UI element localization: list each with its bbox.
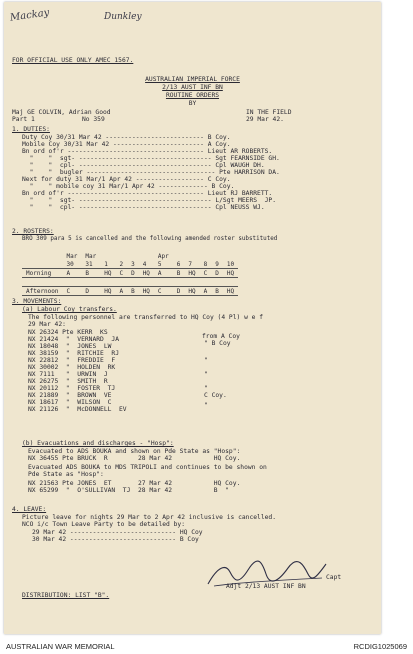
roster-cell: HQ (184, 287, 199, 296)
roster-cell: D (211, 269, 223, 278)
commander-name: Maj GE COLVIN, Adrian Good (12, 109, 111, 116)
roster-day: 9 (211, 260, 223, 269)
roster-cell: A (115, 287, 127, 296)
header-line-2: 2/13 AUST INF BN (162, 84, 223, 91)
official-use-notice: FOR OFFICIAL USE ONLY AMEC 1567. (12, 57, 134, 64)
from-b-coy: " B Coy (204, 340, 231, 347)
duty-line: Bn ord of'r ------------------------------------ Lieut AR ROBERTS. (22, 148, 273, 155)
roster-day: 1 (100, 260, 115, 269)
roster-cell: B (173, 269, 185, 278)
roster-cell: A (200, 287, 212, 296)
roster-day: 2 (115, 260, 127, 269)
movements-text-b1: Evacuated to ADS BOUKA and shown on Pde State as "Hosp": (28, 448, 241, 455)
from-a-coy: from A Coy (202, 333, 240, 340)
personnel-row: NX 26275 " SMITH R (28, 378, 108, 385)
roster-day: 30 (63, 260, 82, 269)
leave-text-1: Picture leave for nights 29 Mar to 2 Apr 42 inclusive is cancelled. (22, 514, 277, 521)
archive-footer (0, 638, 413, 654)
roster-cell: B (81, 269, 100, 278)
duty-line: " " cpl- ----------------------------------- Cpl WAUGH DH. (22, 162, 265, 169)
movements-text-a2: 29 Mar 42: (28, 321, 66, 328)
duty-line: " " mobile coy 31 Mar/1 Apr 42 ------------- B Coy. (22, 183, 235, 190)
roster-cell: HQ (100, 269, 115, 278)
order-date: 29 Mar 42. (246, 116, 284, 123)
duty-line: Bn ord of'r ------------------------------------ Lieut RJ BARRETT. (22, 190, 273, 197)
roster-month: Mar (66, 252, 78, 260)
part-label: Part 1 (12, 116, 35, 123)
ditto-mark: " (204, 385, 208, 392)
personnel-row: NX 18048 " JONES LW (28, 343, 112, 350)
roster-cell: HQ (184, 269, 199, 278)
roster-cell: HQ (223, 287, 238, 296)
roster-cell: B (127, 287, 139, 296)
roster-day: 10 (223, 260, 238, 269)
personnel-row: NX 38159 " RITCHIE RJ (28, 350, 119, 357)
header-line-1: AUSTRALIAN IMPERIAL FORCE (145, 76, 240, 83)
rosters-title: 2. ROSTERS: (12, 228, 54, 235)
ditto-mark: " (204, 371, 208, 378)
roster-month: Mar (85, 252, 97, 260)
signature-capt: Capt (326, 574, 342, 581)
duty-line: " " sgt- ----------------------------------- L/Sgt MEERS JP. (22, 197, 277, 204)
roster-cell: HQ (139, 269, 154, 278)
personnel-row: NX 22812 " FREDDIE F (28, 357, 116, 364)
duty-line: Duty Coy 30/31 Mar 42 -------------------------- B Coy. (22, 134, 231, 141)
header-line-4: BY (188, 100, 197, 107)
roster-day: 3 (127, 260, 139, 269)
roster-cell: HQ (139, 287, 154, 296)
roster-cell: D (127, 269, 139, 278)
roster-cell: C (154, 287, 173, 296)
evacuation-row: NX 65299 " O'SULLIVAN TJ 28 Mar 42 B " (28, 487, 229, 494)
roster-table (22, 252, 238, 296)
handwritten-note-right: Dunkley (104, 12, 142, 22)
roster-morning-row (22, 269, 238, 278)
record-id: RCDIG1025069 (353, 642, 407, 651)
leave-line: 29 Mar 42 ---------------------------- HQ Coy (32, 529, 203, 536)
movements-text-b2: Evacuated ADS BOUKA to MDS TRIPOLI and continues to be shown on (28, 464, 267, 471)
roster-cell: A (63, 269, 82, 278)
personnel-row: NX 20112 " FOSTER TJ (28, 385, 116, 392)
duty-line: Mobile Coy 30/31 Mar 42 ------------------------ A Coy. (22, 141, 231, 148)
movements-text-a1: The following personnel are transferred to HQ Coy (4 Pl) w e f (28, 314, 264, 321)
movements-title: 3. MOVEMENTS: (12, 298, 62, 305)
evacuation-row: NX 36455 Pte BRUCK R 28 Mar 42 HQ Coy. (28, 455, 241, 462)
document-page (4, 2, 381, 634)
roster-month: Apr (157, 252, 169, 260)
personnel-row: NX 21889 " BROWN VE (28, 392, 112, 399)
duty-line: Next for duty 31 Mar/1 Apr 42 ------------------ C Coy. (22, 176, 231, 183)
roster-cell: C (200, 269, 212, 278)
roster-cell: A (154, 269, 173, 278)
personnel-row: NX 18617 " WILSON C (28, 399, 112, 406)
duty-line: " " bugler ---------------------------------- Pte HARRISON DA. (22, 169, 280, 176)
rosters-text: BRO 309 para 5 is cancelled and the following amended roster substituted (22, 236, 278, 242)
archive-name: AUSTRALIAN WAR MEMORIAL (6, 642, 115, 651)
roster-morning-label: Morning (22, 269, 63, 278)
roster-cell: HQ (223, 269, 238, 278)
handwritten-note-left: Mackay (9, 7, 51, 24)
roster-cell: C (63, 287, 82, 296)
signature-adjt: Adjt 2/13 AUST INF BN (226, 583, 306, 590)
leave-title: 4. LEAVE: (12, 506, 47, 513)
personnel-row: NX 7111 " URWIN J (28, 371, 108, 378)
personnel-row: NX 21126 " McDONNELL EV (28, 406, 127, 413)
roster-day: 7 (184, 260, 199, 269)
personnel-row: NX 26324 Pte KERR KS (28, 329, 108, 336)
roster-day: 31 (81, 260, 100, 269)
roster-day: 6 (173, 260, 185, 269)
duty-line: " " sgt- ----------------------------------- Sgt FEARNSIDE GH. (22, 155, 280, 162)
roster-afternoon-row (22, 287, 238, 296)
movements-text-b3: Pde State as "Hosp": (28, 471, 104, 478)
distribution: DISTRIBUTION: LIST "B". (22, 592, 110, 599)
leave-line: 30 Mar 42 ---------------------------- B Coy (32, 536, 199, 543)
ditto-mark: " (204, 357, 208, 364)
from-c-coy: C Coy. (204, 392, 227, 399)
duties-title: 1. DUTIES: (12, 126, 50, 133)
roster-day: 8 (200, 260, 212, 269)
duty-line: " " cpl- ----------------------------------- Cpl NEUSS WJ. (22, 204, 265, 211)
personnel-row: NX 21424 " VERNARD JA (28, 336, 119, 343)
roster-cell: D (173, 287, 185, 296)
evacuation-row: NX 21563 Pte JONES ET 27 Mar 42 HQ Coy. (28, 480, 241, 487)
order-number: No 359 (82, 116, 105, 123)
personnel-row: NX 30002 " HOLDEN RK (28, 364, 116, 371)
roster-cell: D (81, 287, 100, 296)
roster-cell: B (211, 287, 223, 296)
ditto-mark: " (204, 402, 208, 409)
roster-days-row (22, 260, 238, 269)
roster-months-row (22, 252, 238, 260)
roster-day: 5 (154, 260, 173, 269)
roster-afternoon-label: Afternoon (22, 287, 63, 296)
movements-sub-b: (b) Evacuations and discharges - "Hosp": (22, 440, 174, 447)
header-line-3: ROUTINE ORDERS (165, 92, 220, 99)
roster-cell: C (115, 269, 127, 278)
movements-sub-a: (a) Labour Coy transfers. (22, 306, 117, 313)
leave-text-2: NCO i/c Town Leave Party to be detailed by: (22, 521, 186, 528)
location: IN THE FIELD (246, 109, 292, 116)
roster-cell: HQ (100, 287, 115, 296)
roster-day: 4 (139, 260, 154, 269)
